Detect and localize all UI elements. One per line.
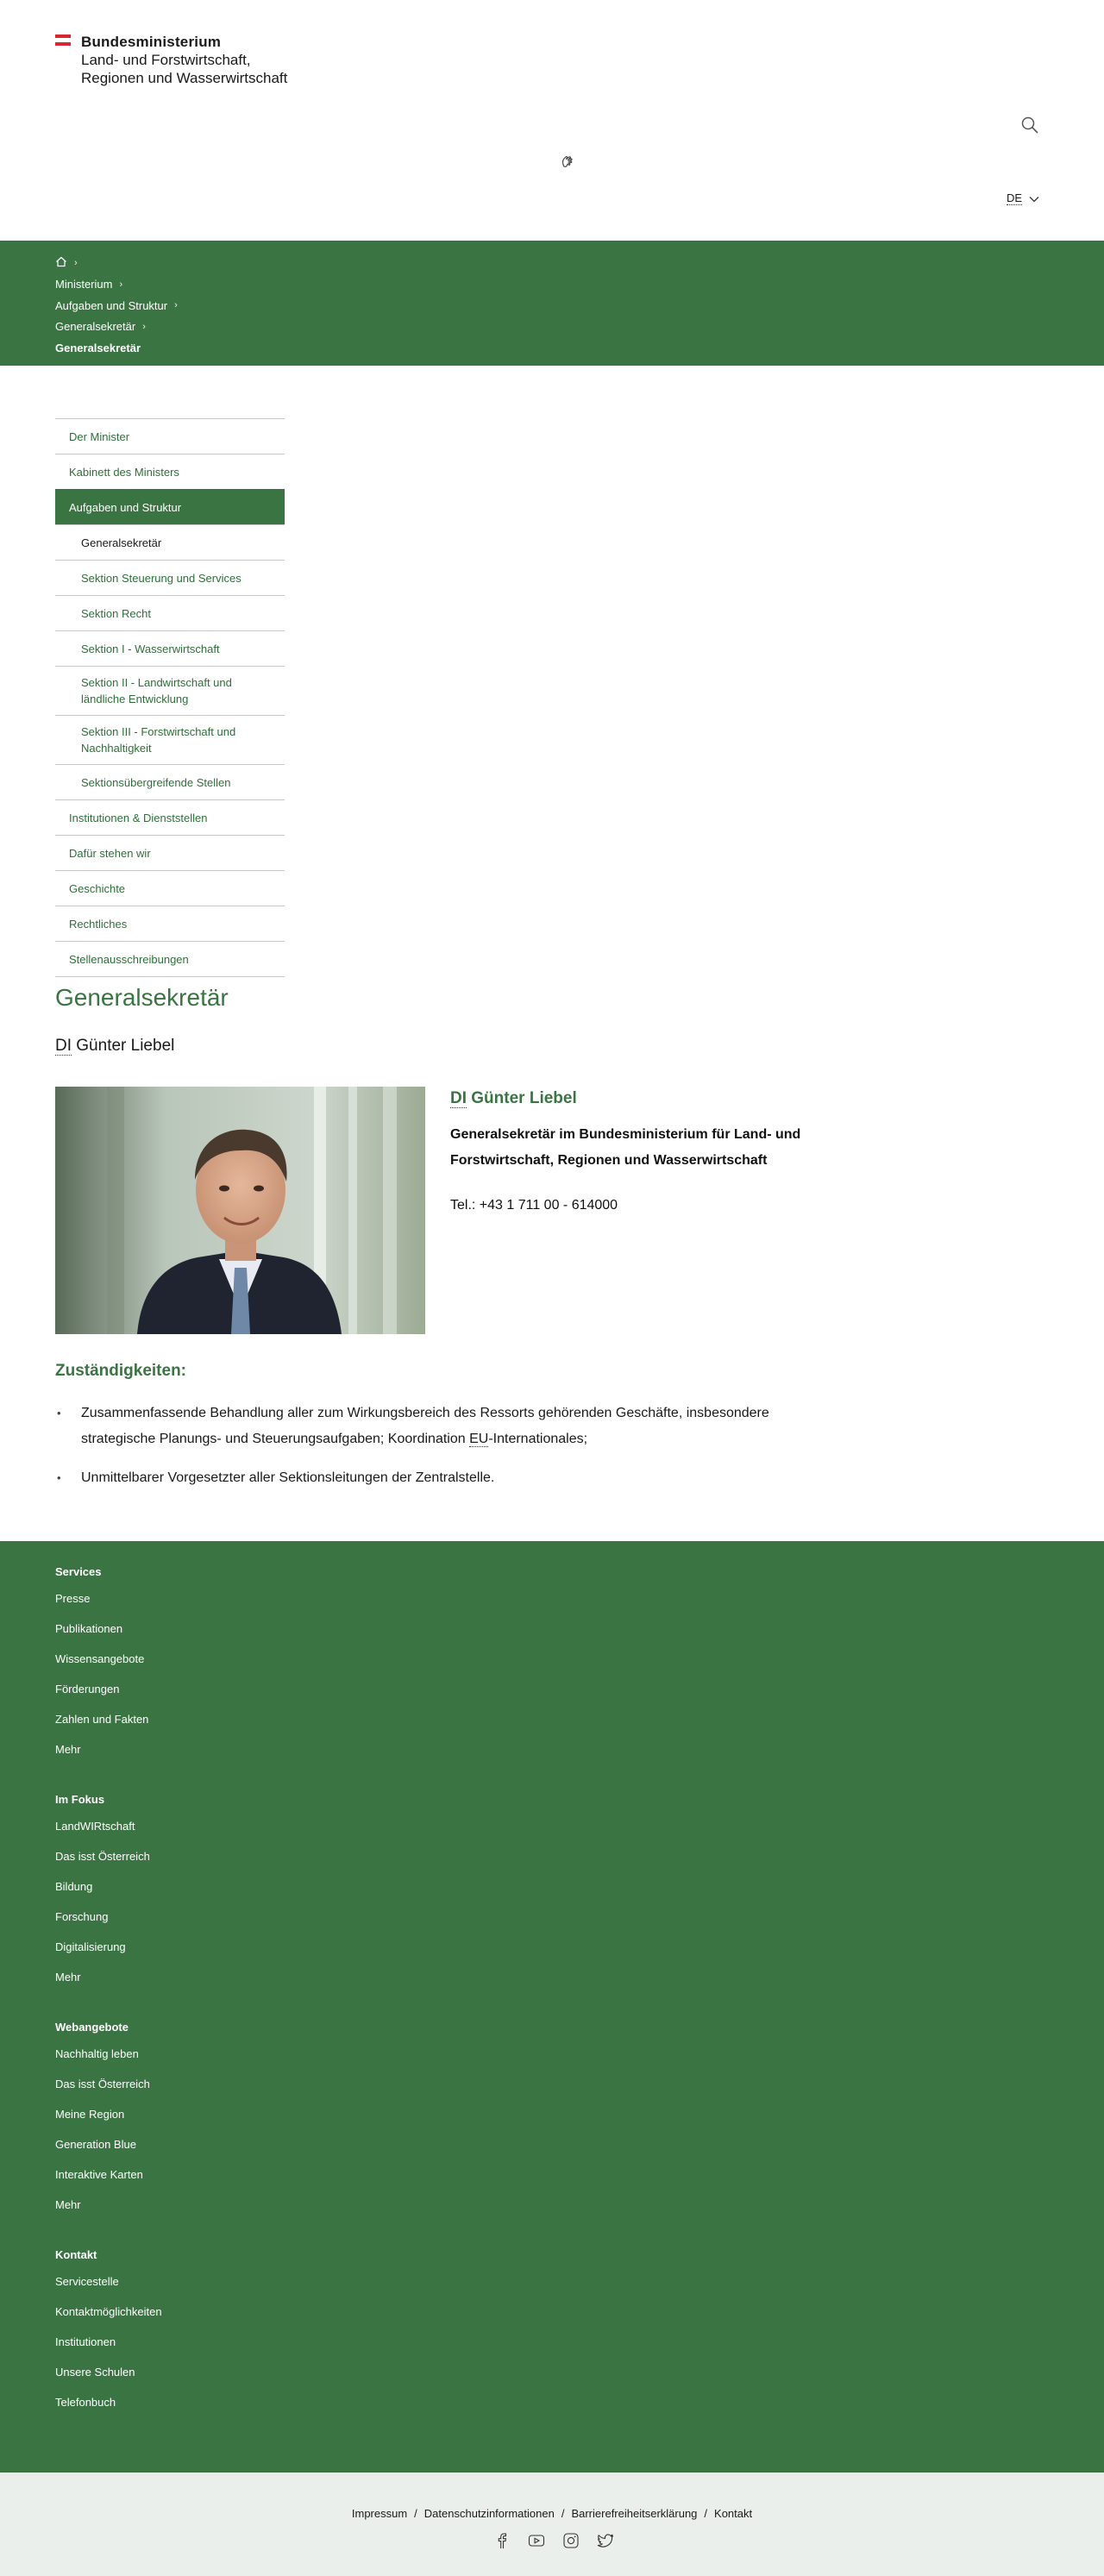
logo-line-2: Land- und Forstwirtschaft, [81,52,251,68]
profile-role: Generalsekretär im Bundesministerium für Land- und Forstwirtschaft, Regionen und Wasserwirtschaft [450,1127,801,1168]
social-links [492,2531,615,2550]
breadcrumb-label: Ministerium [55,278,113,291]
footer-heading: Services [55,1565,102,1578]
sidenav-item-aufgaben-und-struktur[interactable]: Aufgaben und Struktur [55,489,285,524]
breadcrumb-label: Generalsekretär [55,341,141,354]
footer-section-webangebote [55,2021,150,2228]
list-item-text: Zusammenfassende Behandlung aller zum Wirkungsbereich des Ressorts gehörenden Geschäfte, insbesondere strategische Planungs- und Steuerungsaufgaben; Koordination [81,1406,769,1446]
breadcrumb-item[interactable] [55,274,178,296]
legal-links [0,2507,1104,2520]
breadcrumb-label: Aufgaben und Struktur [55,298,168,312]
legal-link-impressum[interactable]: Impressum [351,2507,408,2520]
sidenav-item-institutionen[interactable]: Institutionen & Dienststellen [55,799,285,835]
language-code: DE [1007,191,1023,204]
sidenav-item-rechtliches[interactable]: Rechtliches [55,906,285,941]
footer-link[interactable]: Servicestelle [55,2275,119,2288]
footer-link[interactable]: Telefonbuch [55,2396,116,2409]
footer-link[interactable]: Kontaktmöglichkeiten [55,2305,162,2318]
footer-link[interactable]: Bildung [55,1880,93,1893]
page-subtitle [55,1037,174,1056]
chevron-right-icon: › [142,321,146,332]
breadcrumb-home[interactable] [55,253,178,274]
chevron-right-icon: › [119,279,123,290]
footer-link[interactable]: Mehr [55,1743,81,1756]
chevron-right-icon: › [74,258,78,269]
sidenav-item-sektion-3[interactable]: Sektion III - Forstwirtschaft und Nachhaltigkeit [55,715,285,764]
sidenav-item-der-minister[interactable]: Der Minister [55,418,285,454]
responsibilities-heading: Zuständigkeiten: [55,1362,187,1380]
logo-line-1: Bundesministerium [81,34,222,50]
footer-link[interactable]: Interaktive Karten [55,2168,143,2181]
sidenav-item-sektion-steuerung[interactable]: Sektion Steuerung und Services [55,560,285,595]
sidenav-item-sektion-recht[interactable]: Sektion Recht [55,595,285,630]
profile-name [450,1089,804,1108]
footer-link[interactable]: Presse [55,1592,91,1605]
site-footer [0,1541,1104,2473]
instagram-icon[interactable] [561,2531,580,2550]
page-title: Generalsekretär [55,984,229,1011]
footer-heading: Webangebote [55,2021,129,2034]
separator: / [414,2507,417,2520]
footer-link[interactable]: Unsere Schulen [55,2366,135,2379]
list-item: • Unmittelbarer Vorgesetzter aller Sektionsleitungen der Zentralstelle. [55,1465,831,1491]
separator: / [704,2507,708,2520]
list-item-text: -Internationales; [488,1432,588,1446]
sidenav-item-kabinett[interactable]: Kabinett des Ministers [55,454,285,489]
legal-link-kontakt[interactable]: Kontakt [714,2507,753,2520]
sidenav-item-geschichte[interactable]: Geschichte [55,870,285,906]
side-navigation [55,418,285,977]
profile-card [450,1089,804,1213]
subtitle-name: Günter Liebel [72,1037,175,1055]
footer-section-services [55,1565,148,1773]
footer-link[interactable]: Forschung [55,1910,109,1923]
logo-line-3: Regionen und Wasserwirtschaft [81,70,288,86]
breadcrumb-item[interactable] [55,295,178,317]
footer-link[interactable]: Das isst Österreich [55,2078,150,2090]
footer-link[interactable]: Digitalisierung [55,1940,126,1953]
search-icon[interactable] [1020,116,1039,135]
footer-link[interactable]: Institutionen [55,2335,116,2348]
portrait-photo [55,1087,425,1334]
home-icon [55,256,67,270]
ministry-logo[interactable] [55,33,287,87]
sidenav-item-dafuer-stehen-wir[interactable]: Dafür stehen wir [55,835,285,870]
austria-flag-icon [55,34,71,46]
sidenav-item-generalsekretaer[interactable]: Generalsekretär [55,524,285,560]
language-selector[interactable] [1007,191,1039,205]
footer-link[interactable]: Meine Region [55,2108,125,2121]
legal-link-barrierefreiheit[interactable]: Barrierefreiheitserklärung [571,2507,698,2520]
breadcrumb-label: Generalsekretär [55,320,136,334]
sign-language-icon[interactable] [558,153,577,172]
footer-link[interactable]: Generation Blue [55,2138,136,2151]
footer-link[interactable]: LandWIRtschaft [55,1820,135,1833]
sidenav-item-sektionsuebergreifend[interactable]: Sektionsübergreifende Stellen [55,764,285,799]
footer-link[interactable]: Wissensangebote [55,1652,145,1665]
abbr-di[interactable]: DI [55,1037,72,1055]
footer-link[interactable]: Nachhaltig leben [55,2047,139,2060]
profile-name-text: Günter Liebel [467,1089,577,1107]
footer-link[interactable]: Mehr [55,1971,81,1984]
footer-section-im-fokus [55,1793,150,2001]
footer-heading: Im Fokus [55,1793,105,1806]
footer-heading: Kontakt [55,2248,97,2261]
separator: / [561,2507,565,2520]
list-item [55,1401,831,1452]
sidenav-item-stellenausschreibungen[interactable]: Stellenausschreibungen [55,941,285,976]
footer-section-kontakt [55,2248,162,2426]
abbr-eu[interactable]: EU [469,1432,489,1446]
youtube-icon[interactable] [527,2531,546,2550]
legal-bar [0,2473,1104,2576]
breadcrumb-current [55,337,178,359]
footer-link[interactable]: Publikationen [55,1622,123,1635]
sidenav-item-sektion-1[interactable]: Sektion I - Wasserwirtschaft [55,630,285,666]
footer-link[interactable]: Förderungen [55,1683,120,1695]
profile-telephone: Tel.: +43 1 711 00 - 614000 [450,1198,618,1213]
sidenav-item-sektion-2[interactable]: Sektion II - Landwirtschaft und ländliche Entwicklung [55,666,285,715]
responsibilities-list [55,1401,831,1504]
legal-link-datenschutz[interactable]: Datenschutzinformationen [423,2507,555,2520]
twitter-icon[interactable] [596,2531,615,2550]
chevron-right-icon: › [174,300,178,311]
sidenav-divider [55,976,285,977]
footer-link[interactable]: Zahlen und Fakten [55,1713,149,1726]
breadcrumb-item[interactable] [55,317,178,338]
footer-link[interactable]: Das isst Österreich [55,1850,150,1863]
facebook-icon[interactable] [492,2531,511,2550]
breadcrumb-bar [0,241,1104,366]
breadcrumb [55,253,178,359]
site-header [0,0,1104,241]
footer-link[interactable]: Mehr [55,2198,81,2211]
abbr-di[interactable]: DI [450,1089,467,1107]
logo-text [81,33,287,87]
chevron-down-icon [1029,192,1039,205]
